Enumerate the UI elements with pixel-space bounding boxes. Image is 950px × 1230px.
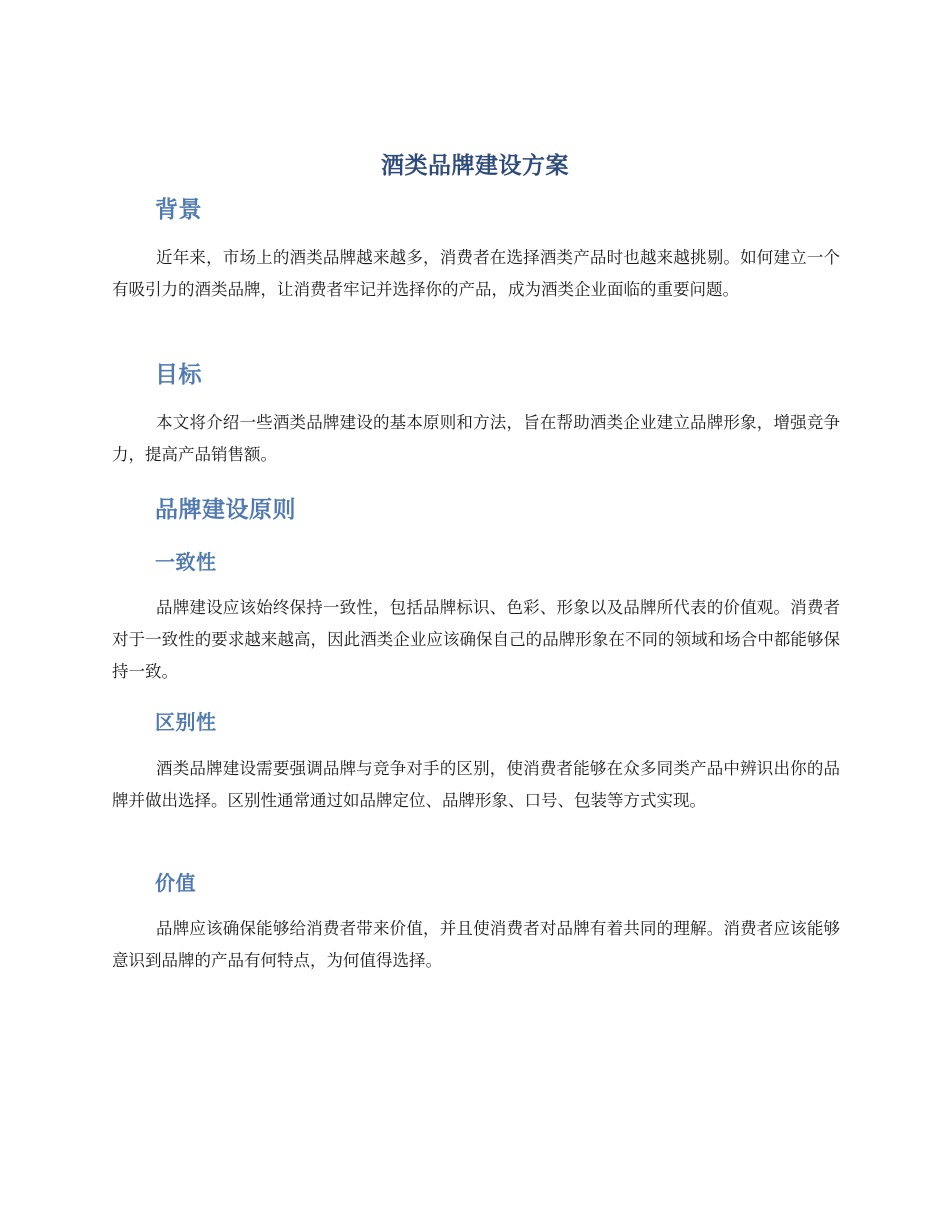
subsection-heading-distinctiveness: 区别性 xyxy=(155,710,217,734)
section-heading-goal: 目标 xyxy=(155,362,202,388)
subsection-heading-value: 价值 xyxy=(155,871,196,895)
subsection-heading-consistency: 一致性 xyxy=(155,550,217,574)
subsection-paragraph-distinctiveness: 酒类品牌建设需要强调品牌与竞争对手的区别，使消费者能够在众多同类产品中辨识出你的品牌并做出选择。区别性通常通过如品牌定位、品牌形象、口号、包装等方式实现。 xyxy=(112,759,840,810)
document-title: 酒类品牌建设方案 xyxy=(381,153,569,179)
section-paragraph-background: 近年来，市场上的酒类品牌越来越多，消费者在选择酒类产品时也越来越挑剔。如何建立一个有吸引力的酒类品牌，让消费者牢记并选择你的产品，成为酒类企业面临的重要问题。 xyxy=(112,248,840,299)
section-heading-principles: 品牌建设原则 xyxy=(155,497,296,523)
section-paragraph-goal: 本文将介绍一些酒类品牌建设的基本原则和方法，旨在帮助酒类企业建立品牌形象，增强竞争力，提高产品销售额。 xyxy=(112,413,840,464)
subsection-paragraph-consistency: 品牌建设应该始终保持一致性，包括品牌标识、色彩、形象以及品牌所代表的价值观。消费者对于一致性的要求越来越高，因此酒类企业应该确保自己的品牌形象在不同的领域和场合中都能够保持一致。 xyxy=(112,598,840,681)
section-heading-background: 背景 xyxy=(155,197,202,223)
subsection-paragraph-value: 品牌应该确保能够给消费者带来价值，并且使消费者对品牌有着共同的理解。消费者应该能够意识到品牌的产品有何特点，为何值得选择。 xyxy=(112,919,840,970)
